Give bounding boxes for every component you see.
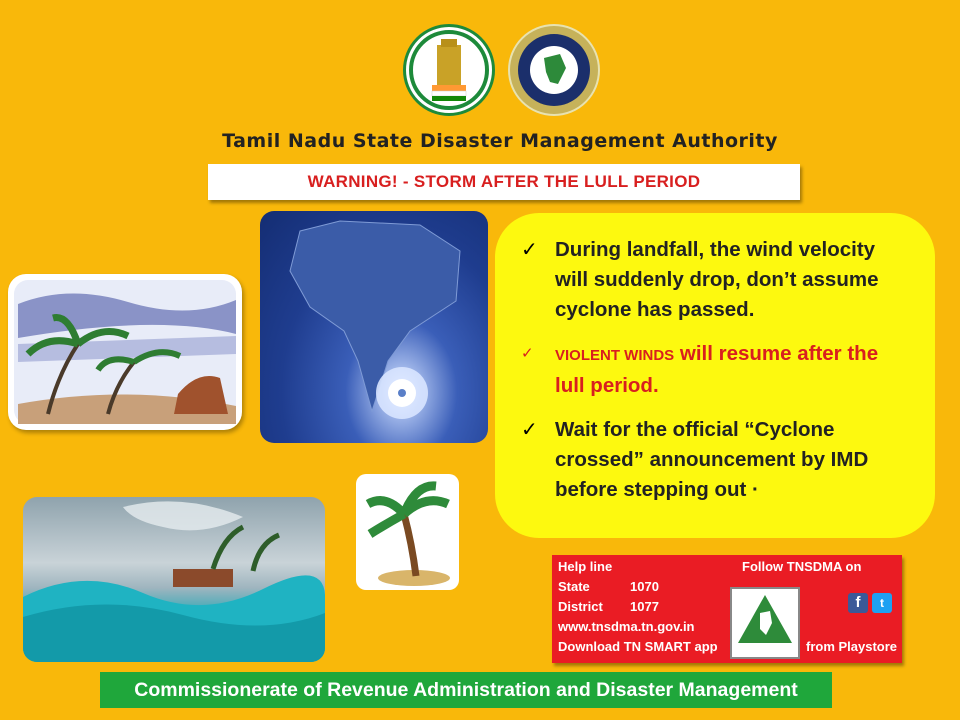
tip-text [555, 339, 913, 401]
website-link[interactable]: www.tnsdma.tn.gov.in [558, 619, 695, 634]
checkmark-icon: ✓ [521, 345, 534, 362]
tip-item [521, 235, 913, 325]
tamil-nadu-emblem-logo [403, 24, 495, 116]
bending-palm-tree-illustration [356, 474, 459, 590]
district-label: District [558, 599, 603, 614]
windy-palm-trees-illustration [8, 274, 242, 430]
playstore-text: from Playstore [806, 639, 898, 654]
satellite-cyclone-image [260, 211, 488, 443]
helpline-label: Help line [558, 559, 613, 574]
checkmark-icon: ✓ [521, 239, 538, 261]
state-label: State [558, 579, 590, 594]
state-number: 1070 [630, 579, 659, 594]
tip-highlight: VIOLENT WINDS [555, 347, 675, 364]
download-app-text: Download TN SMART app [558, 639, 718, 654]
tip-item [521, 339, 913, 401]
helpline-panel [552, 555, 902, 663]
storm-surge-illustration [23, 497, 325, 662]
warning-banner: WARNING! - STORM AFTER THE LULL PERIOD [208, 164, 800, 200]
tip-text: Wait for the official “Cyclone crossed” announcement by IMD before stepping out · [555, 418, 869, 501]
safety-tips-panel [495, 213, 935, 538]
follow-label: Follow TNSDMA on [742, 559, 862, 574]
checkmark-icon: ✓ [521, 419, 538, 441]
organization-title: Tamil Nadu State Disaster Management Authority [222, 130, 778, 152]
tip-text: During landfall, the wind velocity will suddenly drop, don’t assume cyclone has passed. [555, 238, 879, 321]
tip-rest: will resume after the lull period. [555, 342, 879, 397]
twitter-icon[interactable]: t [872, 593, 892, 613]
district-number: 1077 [630, 599, 659, 614]
tn-smart-app-icon[interactable] [730, 587, 800, 659]
tip-item [521, 415, 913, 505]
facebook-icon[interactable]: f [848, 593, 868, 613]
sdma-seal-logo [508, 24, 600, 116]
footer-banner: Commissionerate of Revenue Administration and Disaster Management [100, 672, 832, 708]
